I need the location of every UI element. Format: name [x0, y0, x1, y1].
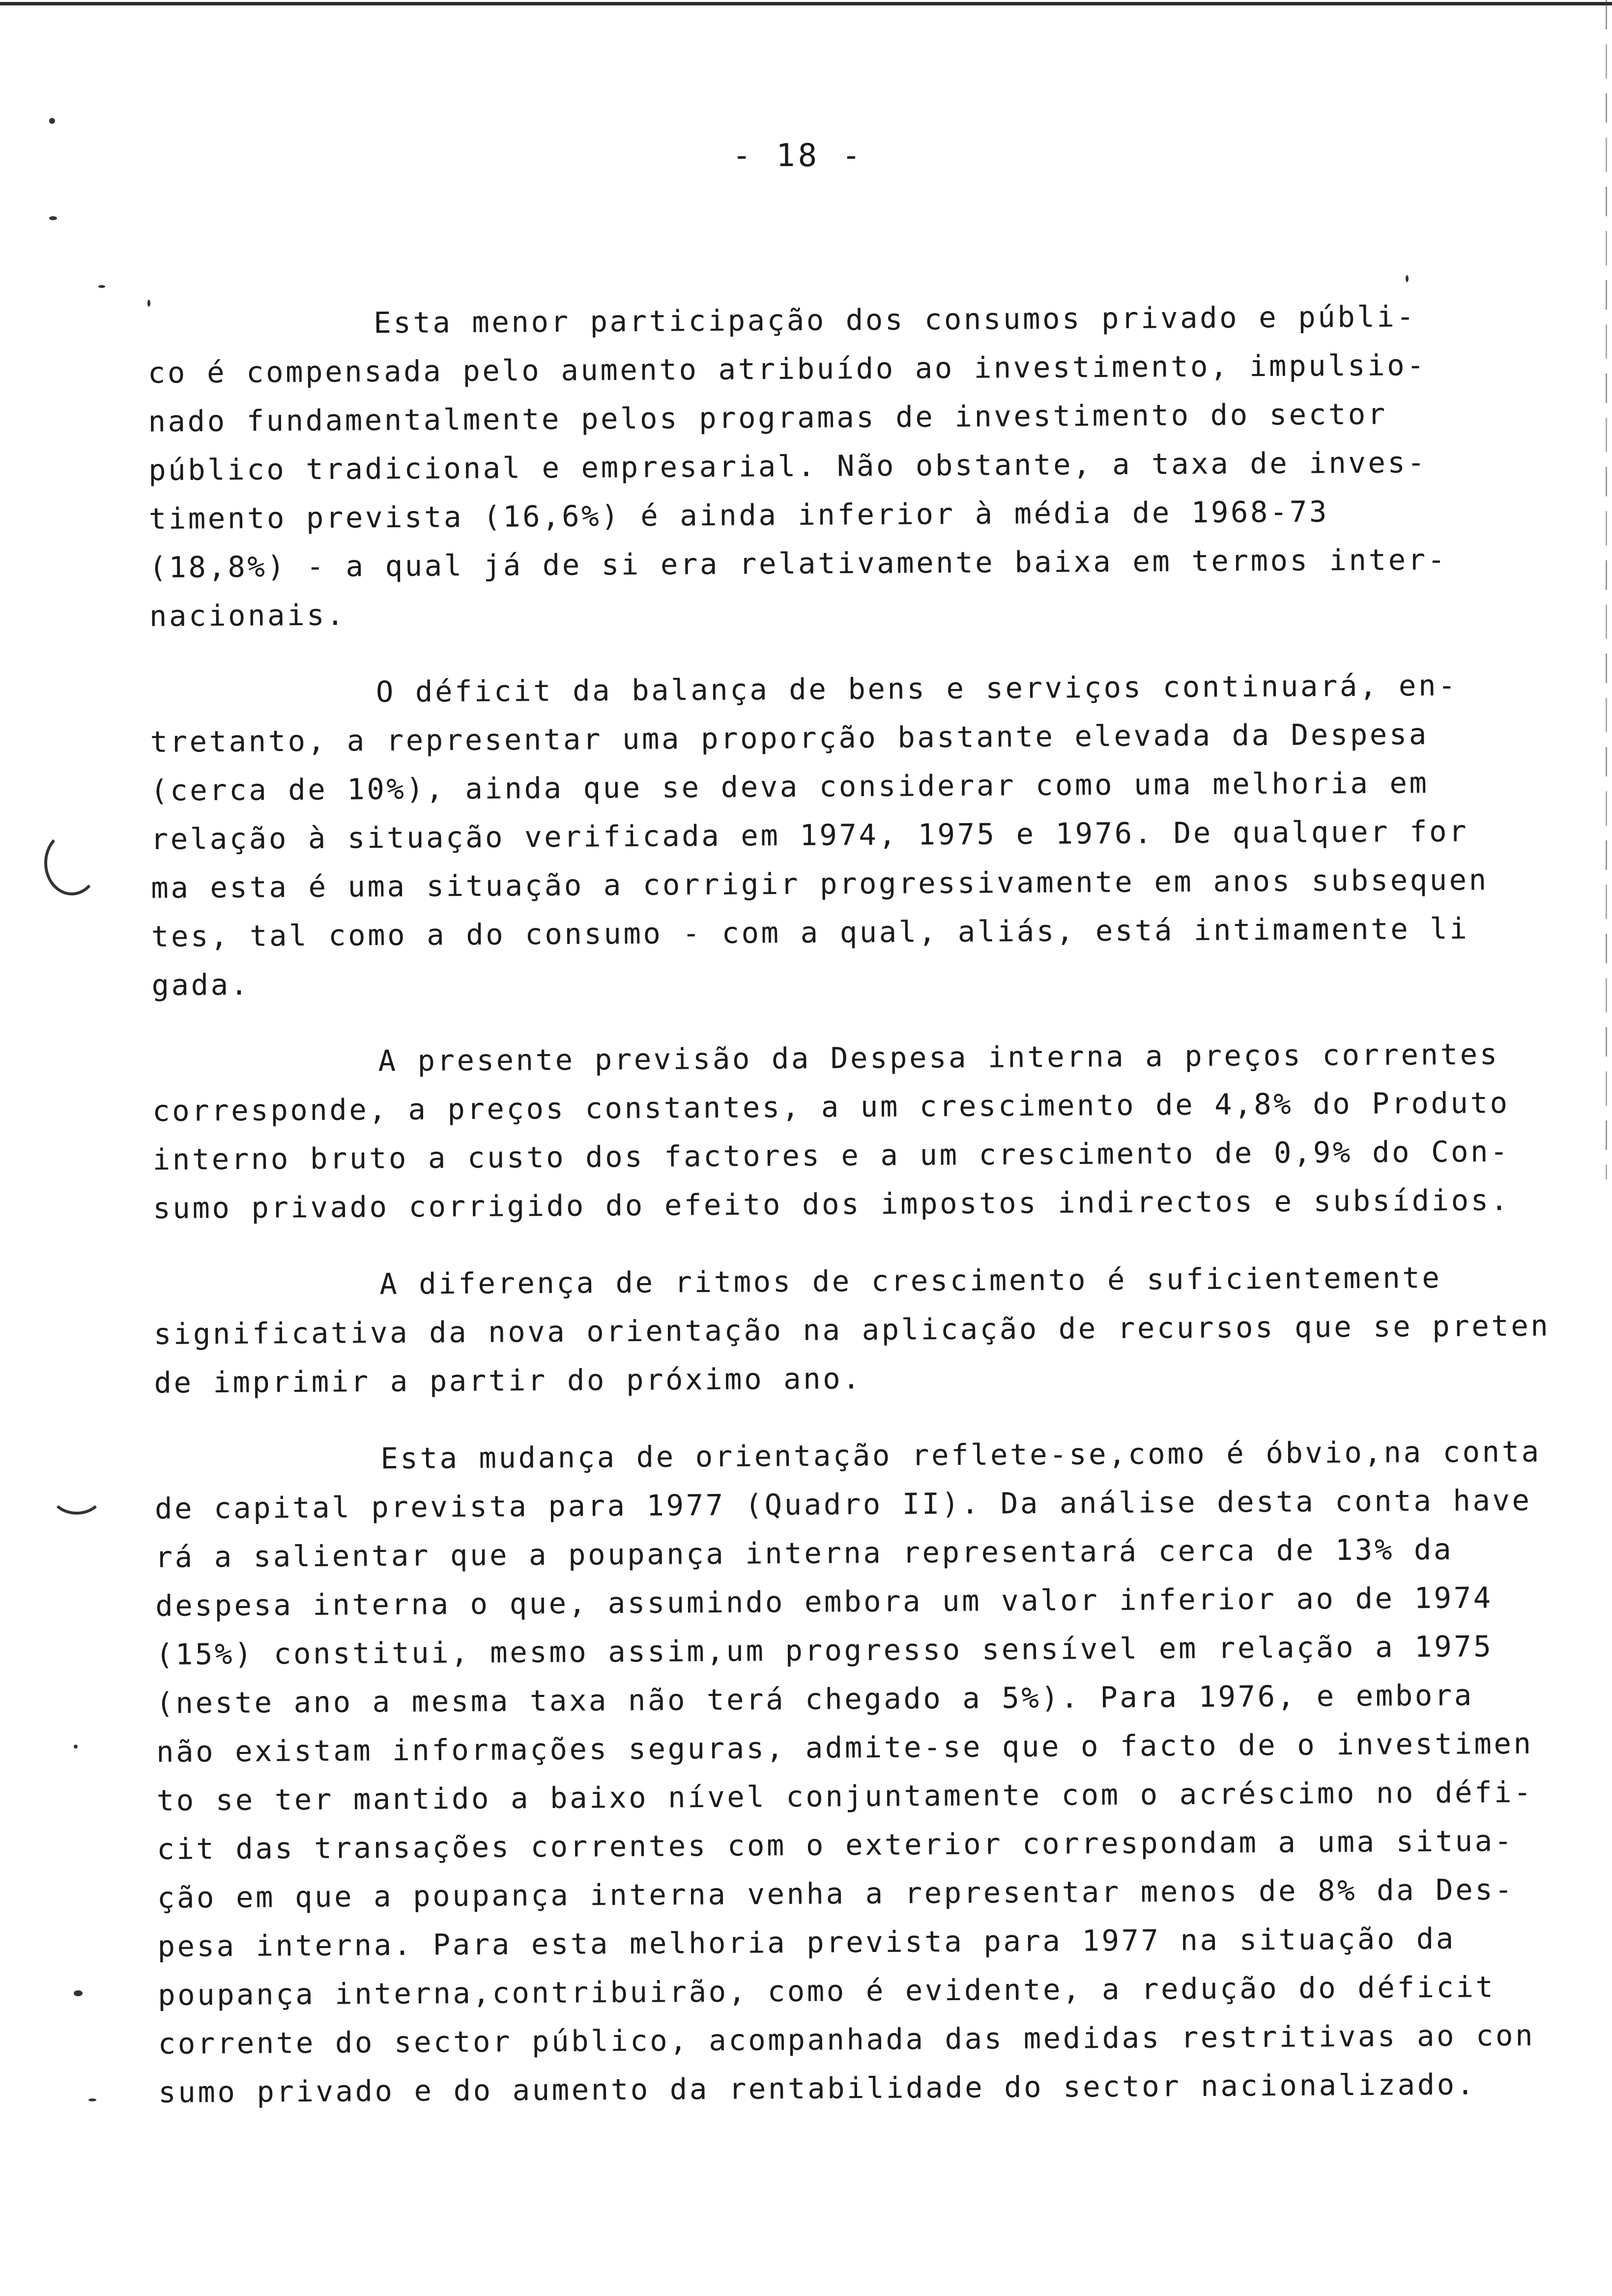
- text-line: (18,8%) - a qual já de si era relativamente baixa em termos inter-: [149, 542, 1447, 584]
- text-line: O déficit da balança de bens e serviços continuará, en-: [375, 668, 1458, 709]
- page-number: - 18 -: [732, 138, 864, 174]
- paragraph: [152, 1030, 1509, 1233]
- text-line: sumo privado e do aumento da rentabilidade do sector nacionalizado.: [158, 2067, 1476, 2109]
- text-line: timento prevista (16,6%) é ainda inferior à média de 1968-73: [148, 494, 1329, 536]
- text-line: significativa da nova orientação na aplicação de recursos que se preten: [153, 1308, 1551, 1351]
- scan-speck: [88, 2098, 96, 2101]
- text-line: pesa interna. Para esta melhoria prevista para 1977 na situação da: [157, 1921, 1456, 1963]
- scan-speck: [74, 1990, 83, 1996]
- scan-speck: [74, 1745, 78, 1749]
- text-line: tes, tal como a do consumo - com a qual, aliás, está intimamente li: [151, 911, 1469, 953]
- text-line: não existam informações seguras, admite-se que o facto de o investimen: [156, 1726, 1533, 1769]
- text-line: sumo privado corrigido do efeito dos impostos indirectos e subsídios.: [153, 1183, 1510, 1225]
- text-line: público tradicional e empresarial. Não obstante, a taxa de inves-: [148, 445, 1427, 487]
- text-line: nacionais.: [149, 598, 346, 633]
- scan-speck: [98, 285, 105, 288]
- text-line: (cerca de 10%), ainda que se deva considerar como uma melhoria em: [150, 766, 1429, 807]
- text-line: poupança interna,contribuirão, como é evidente, a redução do déficit: [157, 1970, 1496, 2012]
- text-line: interno bruto a custo dos factores e a um crescimento de 0,9% do Con-: [152, 1134, 1510, 1177]
- text-line: to se ter mantido a baixo nível conjuntamente com o acréscimo no défi-: [156, 1775, 1534, 1817]
- paragraph: [147, 291, 1506, 640]
- top-border-line: [0, 2, 1612, 5]
- scan-speck: [1406, 275, 1409, 282]
- text-line: despesa interna o que, assumindo embora um valor inferior ao de 1974: [155, 1580, 1493, 1623]
- text-line: relação à situação verificada em 1974, 1975 e 1976. De qualquer for: [150, 814, 1469, 856]
- text-line: rá a salientar que a poupança interna representará cerca de 13% da: [155, 1532, 1454, 1574]
- text-line: ma esta é uma situação a corrigir progressivamente em anos subsequen: [151, 862, 1489, 905]
- margin-bracket-mark: [44, 831, 99, 895]
- text-line: de capital prevista para 1977 (Quadro II). Da análise desta conta have: [154, 1483, 1532, 1525]
- scan-speck: [49, 216, 57, 220]
- text-line: ção em que a poupança interna venha a representar menos de 8% da Des-: [157, 1872, 1515, 1915]
- text-line: corresponde, a preços constantes, a um crescimento de 4,8% do Produto: [152, 1086, 1510, 1128]
- text-line: de imprimir a partir do próximo ano.: [154, 1361, 863, 1400]
- text-line: A diferença de ritmos de crescimento é suficientemente: [379, 1260, 1442, 1301]
- body-text: [147, 291, 1551, 2117]
- paragraph: [154, 1427, 1541, 2117]
- text-line: cit das transações correntes com o exterior correspondam a uma situa-: [157, 1824, 1514, 1866]
- paragraph: [150, 660, 1508, 1009]
- margin-bracket-mark: [49, 1469, 104, 1515]
- paragraph: [153, 1253, 1551, 1407]
- text-line: corrente do sector público, acompanhada das medidas restritivas ao con: [158, 2018, 1535, 2061]
- text-line: gada.: [151, 967, 250, 1002]
- text-line: (15%) constitui, mesmo assim,um progresso sensível em relação a 1975: [155, 1629, 1494, 1671]
- text-line: co é compensada pelo aumento atribuído ao investimento, impulsio-: [147, 348, 1427, 390]
- text-line: (neste ano a mesma taxa não terá chegado a 5%). Para 1976, e embora: [156, 1678, 1474, 1720]
- text-line: Esta menor participação dos consumos privado e públi-: [374, 299, 1416, 340]
- text-line: tretanto, a representar uma proporção bastante elevada da Despesa: [150, 717, 1429, 759]
- text-line: Esta mudança de orientação reflete-se,como é óbvio,na conta: [380, 1434, 1541, 1476]
- right-margin-line: [1606, 0, 1607, 1179]
- text-line: A presente previsão da Despesa interna a preços correntes: [378, 1037, 1499, 1078]
- text-line: nado fundamentalmente pelos programas de investimento do sector: [148, 397, 1388, 438]
- scan-speck: [49, 118, 55, 124]
